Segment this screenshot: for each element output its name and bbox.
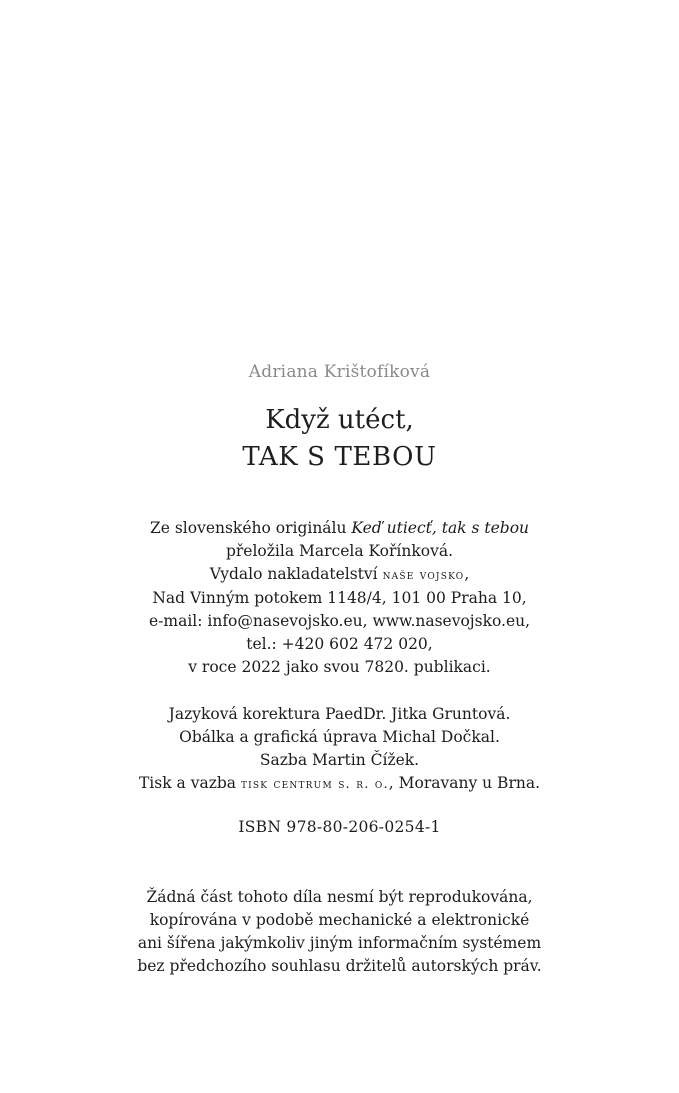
imprint-block	[0, 517, 679, 679]
publisher-address: Nad Vinným potokem 1148/4, 101 00 Praha 10,	[152, 589, 527, 607]
publisher-prefix: Vydalo nakladatelství	[209, 565, 383, 583]
proofreading-credit: Jazyková korektura PaedDr. Jitka Gruntová.	[168, 705, 511, 723]
copyright-notice	[0, 886, 679, 978]
printer-name: tisk centrum s. r. o.	[240, 777, 389, 792]
publisher-phone: tel.: +420 602 472 020,	[246, 635, 433, 653]
book-title-line-1: Když utéct,	[265, 405, 414, 435]
printing-prefix: Tisk a vazba	[138, 774, 241, 792]
original-title: Keď utiecť, tak s tebou	[351, 519, 530, 537]
printing-suffix: , Moravany u Brna.	[388, 774, 541, 792]
publisher-contact: e-mail: info@nasevojsko.eu, www.nasevojsko.eu,	[148, 612, 531, 630]
copyright-line-4: bez předchozího souhlasu držitelů autorských práv.	[137, 957, 542, 975]
original-title-prefix: Ze slovenského originálu	[149, 519, 352, 537]
author-name: Adriana Krištofíková	[248, 362, 431, 382]
cover-design-credit: Obálka a grafická úprava Michal Dočkal.	[179, 728, 500, 746]
copyright-line-3: ani šířena jakýmkoliv jiným informačním systémem	[137, 934, 542, 952]
copyright-line-1: Žádná část tohoto díla nesmí být reprodukována,	[146, 888, 533, 906]
publisher-line	[0, 563, 679, 587]
translator-line: přeložila Marcela Kořínková.	[225, 542, 454, 560]
copyright-line-2: kopírována v podobě mechanické a elektronické	[149, 911, 530, 929]
printing-credit	[0, 772, 679, 796]
publisher-suffix: ,	[464, 565, 470, 583]
publisher-name: naše vojsko	[382, 568, 465, 583]
original-title-line	[0, 517, 679, 540]
typesetting-credit: Sazba Martin Čížek.	[259, 751, 420, 769]
isbn: ISBN 978-80-206-0254-1	[238, 818, 441, 836]
publication-year-line: v roce 2022 jako svou 7820. publikaci.	[188, 658, 491, 676]
book-title-line-2: TAK S TEBOU	[242, 442, 437, 472]
credits-block	[0, 703, 679, 796]
